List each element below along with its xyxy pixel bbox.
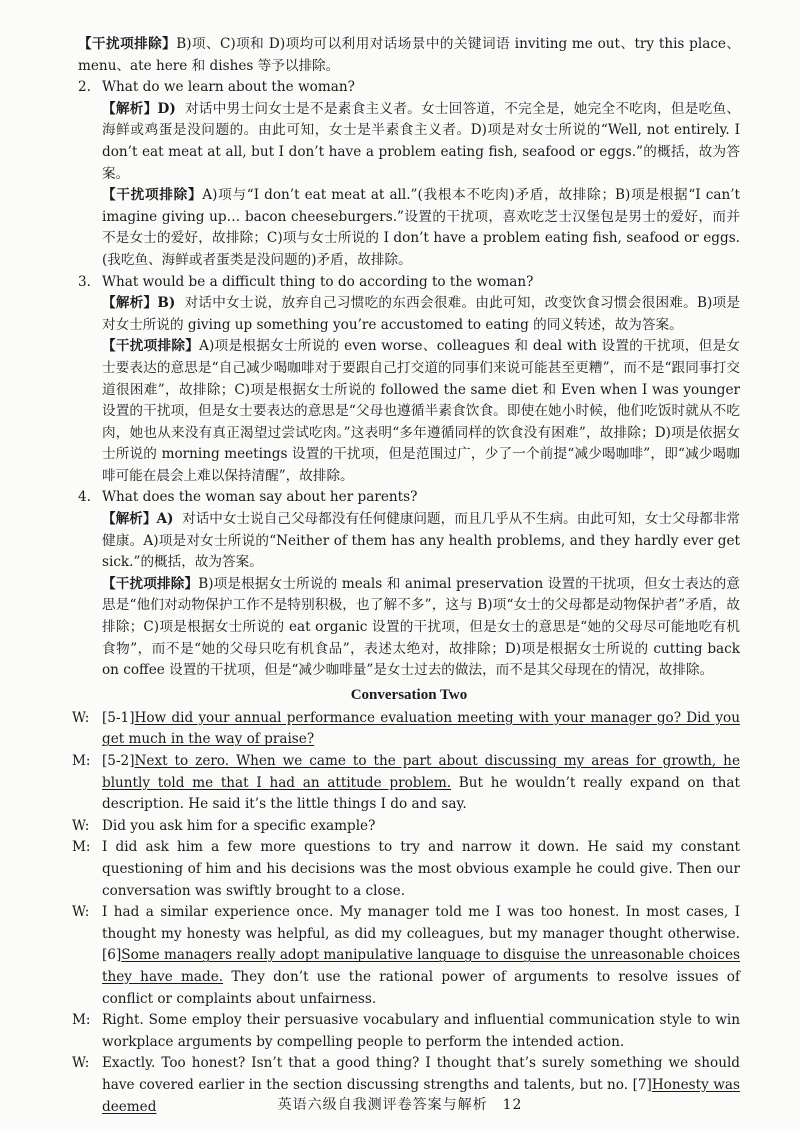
underlined-text: Honesty was deemed bbox=[102, 1076, 740, 1115]
dialogue-text: I did ask him a few more questions to try and narrow it down. He said my constant questioning of him and his decisions was the most obvious example he could give. Then our conversation was swiftly brought to a close. bbox=[102, 839, 740, 899]
speaker-label: M: bbox=[72, 753, 91, 769]
question-text: What would be a difficult thing to do according to the woman? bbox=[102, 273, 534, 290]
analysis-text: 对话中女士说自己父母都没有任何健康问题，而且几乎从不生病。由此可知，女士父母都非常健康。A)项是对女士所说的“Neither of them has any health problems, and they hardly ever get sick.”的概括，故为答案。 bbox=[102, 511, 740, 571]
analysis-text: 对话中女士说，放弃自己习惯吃的东西会很难。由此可知，改变饮食习惯会很困难。B)项是对女士所说的 giving up something you’re accustomed to eating 的同义转述，故为答案。 bbox=[102, 295, 740, 333]
dialogue-turn bbox=[72, 902, 740, 1010]
q4-analysis bbox=[78, 509, 740, 574]
dialogue-text: Exactly. Too honest? Isn’t that a good thing? I thought that’s surely something we should have covered earlier in the section discussing strengths and talents, but no. bbox=[102, 1055, 740, 1093]
page-footer: 英语六级自我测评卷答案与解析 12 bbox=[277, 1097, 523, 1113]
question-marker: [5-1] bbox=[102, 709, 135, 726]
analysis-tag: 【解析】 bbox=[102, 511, 157, 528]
q1-distractor-block bbox=[78, 34, 740, 77]
dialogue-text: But he wouldn’t really expand on that description. He said it’s the little things I do and say. bbox=[102, 774, 741, 813]
distractor-tag: 【干扰项排除】 bbox=[102, 338, 200, 355]
speaker-label: M: bbox=[72, 839, 91, 856]
question-2 bbox=[78, 77, 740, 99]
q3-distractor bbox=[78, 336, 740, 487]
dialogue-text: They don’t use the rational power of arguments to resolve issues of conflict or complaints about unfairness. bbox=[102, 968, 740, 1007]
distractor-text: B)项、C)项和 D)项均可以利用对话场景中的关键词语 inviting me out、try this place、menu、ate here 和 dishes 等予以排除。 bbox=[78, 36, 741, 74]
analysis-tag: 【解析】 bbox=[102, 100, 158, 117]
question-number: 2. bbox=[78, 79, 91, 96]
dialogue-turn bbox=[72, 751, 741, 816]
question-number: 4. bbox=[78, 489, 91, 506]
answer-letter: A) bbox=[156, 511, 174, 528]
dialogue-turn bbox=[72, 708, 740, 751]
answer-letter: B) bbox=[157, 295, 176, 312]
analysis-tag: 【解析】 bbox=[102, 295, 158, 312]
question-marker: [7] bbox=[632, 1076, 652, 1093]
conversation-title: Conversation Two bbox=[350, 686, 468, 703]
speaker-label: W: bbox=[72, 904, 90, 921]
dialogue-turn bbox=[72, 1010, 740, 1053]
dialogue-text: Right. Some employ their persuasive vocabulary and influential communication style to win workplace arguments by compelling people to perform the intended action. bbox=[102, 1012, 740, 1050]
dialogue-turn bbox=[72, 816, 740, 838]
q4-distractor bbox=[78, 574, 740, 682]
dialogue-turn bbox=[72, 837, 740, 902]
speaker-label: W: bbox=[72, 817, 90, 834]
speaker-label: M: bbox=[72, 1012, 91, 1029]
distractor-tag: 【干扰项排除】 bbox=[102, 575, 199, 592]
question-number: 3. bbox=[78, 273, 91, 290]
underlined-text: Next to zero. When we came to the part about discussing my areas for growth, he bluntly told me that I had an attitude problem. bbox=[102, 753, 740, 791]
question-text: What does the woman say about her parents? bbox=[102, 489, 418, 506]
speaker-label: W: bbox=[72, 1055, 90, 1072]
speaker-label: W: bbox=[72, 709, 90, 726]
dialogue-text: I had a similar experience once. My manager told me I was too honest. In most cases, I thought my honesty was helpful, as did my colleagues, but my manager thought otherwise. bbox=[102, 904, 740, 942]
analysis-text: 对话中男士问女士是不是素食主义者。女士回答道，不完全是，她完全不吃肉，但是吃鱼、海鲜或鸡蛋是没问题的。由此可知，女士是半素食主义者。D)项是对女士所说的“Well, not entirely. I don’t eat meat at all, but I don’t have a problem eating fish, seafood or eggs.”的概括，故为答案。 bbox=[102, 100, 741, 182]
q3-analysis bbox=[78, 293, 740, 336]
question-marker: [6] bbox=[102, 947, 122, 964]
question-3 bbox=[78, 272, 740, 294]
distractor-tag: 【干扰项排除】 bbox=[102, 187, 203, 204]
dialogue-text: Did you ask him for a specific example? bbox=[102, 817, 376, 834]
answer-letter: D) bbox=[157, 100, 176, 117]
distractor-text: A)项是根据女士所说的 even worse、colleagues 和 deal with 设置的干扰项，但是女士要表达的意思是“自己减少喝咖啡对于要跟自己打交道的同事们来说可能甚至更糟”，而不是“跟同事打交道很困难”，故排除；C)项是根据女士所说的 followed the same diet 和 Even when I was younger 设置的干扰项，但是女士要表达的意思是“父母也遵循半素食饮食。即使在她小时候，他们吃饭时就从不吃肉，她也从来没有真正渴望过尝试吃肉。”这表明“多年遵循同样的饮食没有困难”，故排除；D)项是依据女士所说的 morning meetings 设置的干扰项，但是范围过广，少了一个前提“减少喝咖啡”，即“减少喝咖啡可能在晨会上难以保持清醒”，故排除。 bbox=[102, 338, 741, 484]
distractor-text: A)项与“I don’t eat meat at all.”(我根本不吃肉)矛盾，故排除；B)项是根据“I can’t imagine giving up… bacon cheeseburgers.”设置的干扰项，喜欢吃芝士汉堡包是男士的爱好，而并不是女士的爱好，故排除；C)项与女士所说的 I don’t have a problem eating fish, seafood or eggs.(我吃鱼、海鲜或者蛋类是没问题的)矛盾，故排除。 bbox=[102, 187, 740, 268]
distractor-text: B)项是根据女士所说的 meals 和 animal preservation 设置的干扰项，但女士表达的意思是“他们对动物保护工作不是特别积极，也了解不多”，这与 B)项“女士的父母都是动物保护者”矛盾，故排除；C)项是根据女士所说的 eat organic 设置的干扰项，但是女士的意思是“她的父母尽可能地吃有机食物”，而不是“她的父母只吃有机食品”，表述太绝对，故排除；D)项是根据女士所说的 cutting back on coffee 设置的干扰项，但是“减少咖啡量”是女士过去的做法，而不是其父母现在的情况，故排除。 bbox=[102, 575, 741, 679]
underlined-text: How did your annual performance evaluation meeting with your manager go? Did you get much in the way of praise? bbox=[102, 709, 740, 748]
distractor-tag: 【干扰项排除】 bbox=[78, 36, 177, 52]
q2-distractor bbox=[78, 185, 740, 271]
q2-analysis bbox=[78, 99, 740, 185]
question-4 bbox=[78, 487, 740, 509]
question-text: What do we learn about the woman? bbox=[102, 79, 355, 96]
question-marker: [5-2] bbox=[102, 753, 135, 769]
underlined-text: Some managers really adopt manipulative language to disguise the unreasonable choices they have made. bbox=[102, 947, 740, 985]
